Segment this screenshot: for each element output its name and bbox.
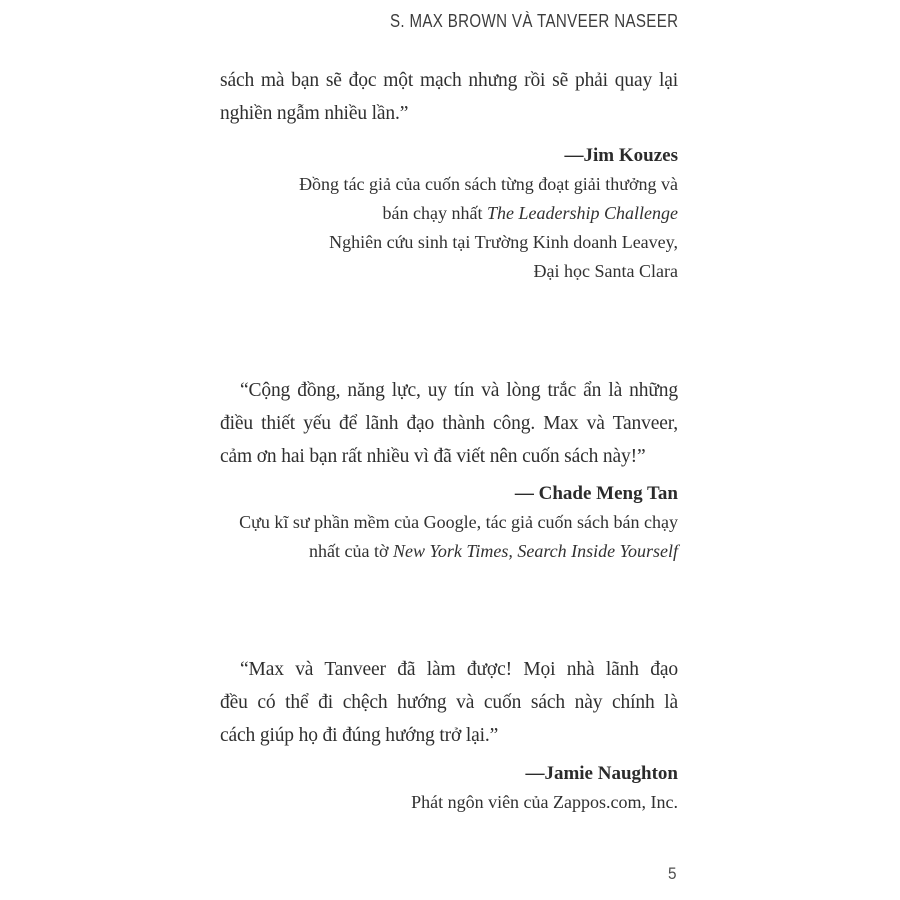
quote-line: nghiền ngẫm nhiều lần.” — [220, 103, 409, 124]
quote-block-chade-meng-tan — [220, 374, 678, 473]
attribution-text: Cựu kĩ sư phần mềm của Google, tác giả cuốn sách bán chạy — [239, 512, 678, 532]
quote-line: sách mà bạn sẽ đọc một mạch nhưng rồi sẽ phải quay lại — [220, 70, 678, 91]
attribution-detail — [220, 228, 678, 257]
attribution-detail — [220, 170, 678, 199]
page-number: 5 — [667, 864, 676, 883]
attribution-text: bán chạy nhất — [382, 203, 487, 223]
attribution-text: Nghiên cứu sinh tại Trường Kinh doanh Leavey, — [329, 232, 678, 252]
attribution-text: Phát ngôn viên của Zappos.com, Inc. — [411, 792, 678, 812]
attribution-name: — Chade Meng Tan — [514, 483, 678, 504]
attribution-name: —Jamie Naughton — [525, 763, 678, 784]
attribution-jamie-naughton — [220, 759, 678, 817]
attribution-text: Đồng tác giả của cuốn sách từng đoạt giải thưởng và — [299, 174, 678, 194]
quote-block-jamie-naughton — [220, 653, 678, 752]
attribution-detail — [220, 508, 678, 537]
quote-line: cảm ơn hai bạn rất nhiều vì đã viết nên cuốn sách này!” — [220, 446, 646, 467]
attribution-detail — [220, 788, 678, 817]
quote-block-continuation — [220, 64, 678, 130]
attribution-detail — [220, 537, 678, 566]
attribution-name: —Jim Kouzes — [564, 145, 678, 166]
attribution-detail — [220, 199, 678, 228]
quote-line: “Max và Tanveer đã làm được! Mọi nhà lãnh đạo — [240, 659, 678, 680]
attribution-jim-kouzes — [220, 141, 678, 286]
attribution-text: nhất của tờ — [308, 541, 393, 561]
quote-line: cách giúp họ đi đúng hướng trở lại.” — [220, 725, 499, 746]
attribution-text: Đại học Santa Clara — [533, 261, 678, 281]
quote-line: đều có thể đi chệch hướng và cuốn sách này chính là — [220, 692, 678, 713]
book-title-italic: New York Times, Search Inside Yourself — [392, 541, 678, 561]
book-title-italic: The Leadership Challenge — [487, 203, 678, 223]
attribution-detail — [220, 257, 678, 286]
attribution-chade-meng-tan — [220, 479, 678, 566]
quote-line: “Cộng đồng, năng lực, uy tín và lòng trắc ẩn là những — [240, 380, 678, 401]
text-column — [220, 0, 678, 900]
quote-line: điều thiết yếu để lãnh đạo thành công. Max và Tanveer, — [220, 413, 678, 434]
running-header: S. MAX BROWN VÀ TANVEER NASEER — [389, 11, 678, 31]
